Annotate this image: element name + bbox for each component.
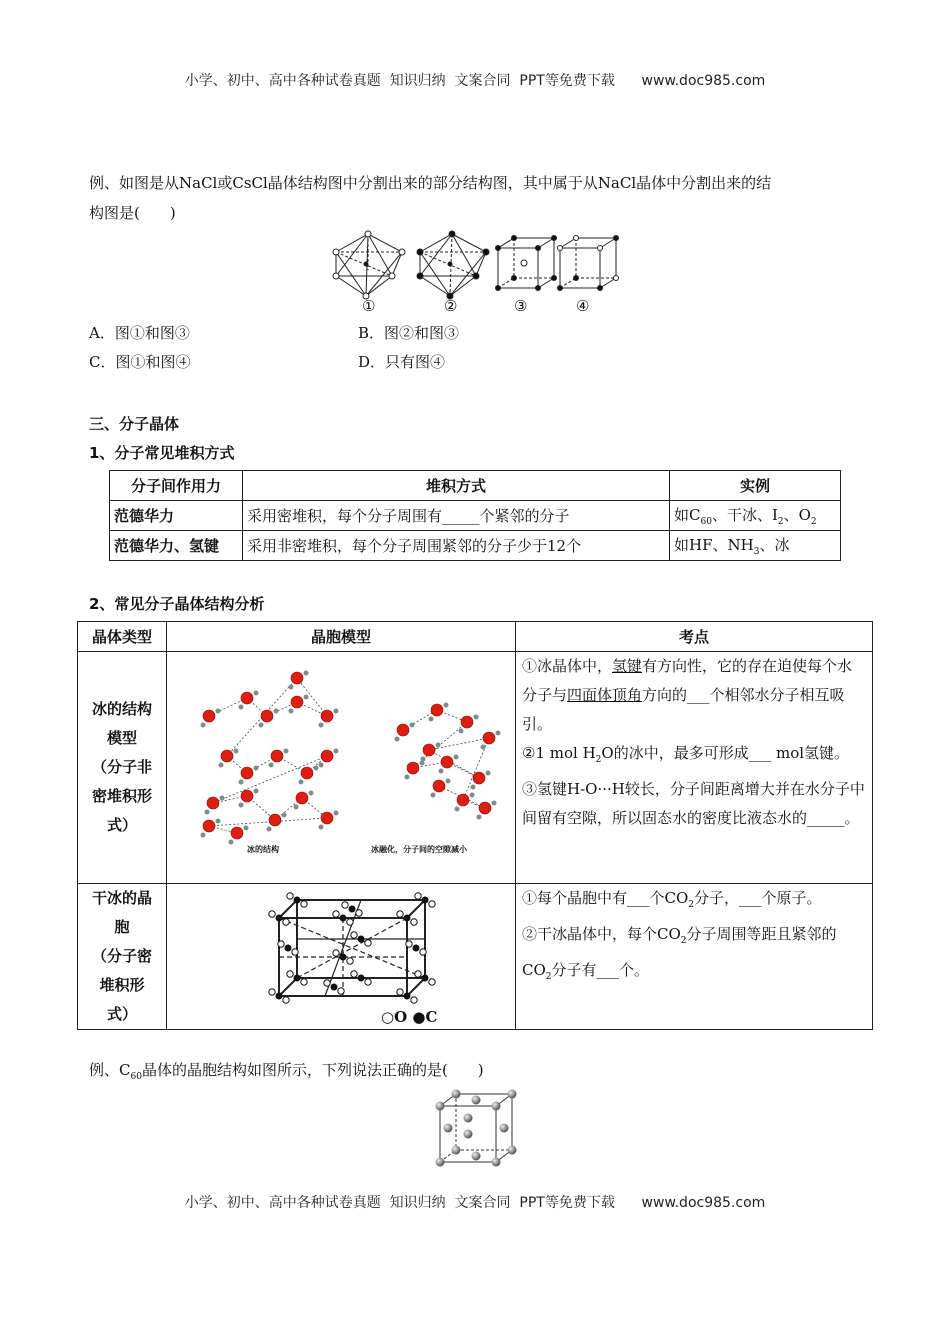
dryice-point-1: ①每个晶胞中有___个$CO_2$分子，___个原子。: [522, 889, 822, 910]
oxygen-atom: [291, 672, 303, 684]
page-header: 小学、初中、高中各种试卷真题 知识归纳 文案合同 PPT等免费下载 www.doc985.com: [184, 73, 766, 89]
th-force: 分子间作用力: [110, 471, 243, 501]
ice-point-2: ②1 mol $H_2O$的冰中，最多可形成___ mol氢键。: [522, 744, 850, 765]
c60-cell-image: [432, 1088, 522, 1170]
figure-4-cube: [558, 236, 619, 291]
row1-example: 如$C_{60}$、干冰、$I_2$、$O_2$: [670, 501, 841, 531]
oxygen-atom: [203, 820, 215, 832]
row2-force: 范德华力、氢键: [110, 531, 243, 561]
oxygen-atom: [207, 797, 219, 809]
section-title: 三、分子晶体: [89, 415, 180, 433]
question-2-stem: 例、$C_{60}$晶体的晶胞结构如图所示，下列说法正确的是( ): [89, 1061, 484, 1082]
figure-1-label: ①: [362, 297, 376, 315]
subsection-1-title: 1、分子常见堆积方式: [89, 444, 235, 462]
oxygen-atom: [261, 710, 273, 722]
table-row: [78, 652, 873, 884]
oxygen-atom: [231, 827, 243, 839]
dry-ice-legend: ○O ●C: [381, 1008, 438, 1026]
th-example: 实例: [670, 471, 841, 501]
ice-caption-right: 冰融化，分子间的空隙减小: [371, 845, 467, 854]
figure-2-octahedron: [417, 231, 489, 299]
row1-force: 范德华力: [110, 501, 243, 531]
table-row: [78, 884, 873, 1030]
table-row: [110, 531, 841, 561]
ice-point-3: ③氢键H-O···H较长，分子间距离增大并在水分子中间留有空隙，所以固态水的密度比液态水的_____。: [522, 780, 865, 827]
oxygen-atom: [241, 692, 253, 704]
dry-ice-cell-image: [167, 884, 507, 1029]
th-stacking: 堆积方式: [243, 471, 670, 501]
th-crystal-type: 晶体类型: [78, 622, 167, 652]
oxygen-atom: [431, 704, 443, 716]
figure-3-label: ③: [514, 297, 528, 315]
oxygen-atom: [473, 772, 485, 784]
page-footer: 小学、初中、高中各种试卷真题 知识归纳 文案合同 PPT等免费下载 www.doc985.com: [184, 1195, 766, 1211]
crystal-figures: [326, 230, 626, 316]
option-a: A．图①和图③: [89, 324, 190, 342]
oxygen-atom: [291, 696, 303, 708]
figure-3-cube: [496, 236, 557, 291]
oxygen-atom: [241, 767, 253, 779]
oxygen-atom: [296, 792, 308, 804]
option-c: C．图①和图④: [89, 353, 191, 371]
subsection-2-title: 2、常见分子晶体结构分析: [89, 595, 265, 613]
crystal-analysis-table: [77, 621, 873, 1030]
oxygen-atom: [479, 802, 491, 814]
stacking-table: [109, 470, 841, 561]
table-row: [110, 501, 841, 531]
oxygen-atom: [321, 750, 333, 762]
oxygen-atom: [457, 794, 469, 806]
ice-points: [516, 652, 873, 884]
ice-caption-left: 冰的结构: [247, 845, 279, 854]
oxygen-atom: [241, 790, 253, 802]
oxygen-atom: [397, 724, 409, 736]
oxygen-atom: [423, 744, 435, 756]
question-1-line1: 例、如图是从NaCl或CsCl晶体结构图中分割出来的部分结构图，其中属于从NaCl晶体中分割出来的结: [89, 174, 772, 192]
oxygen-atom: [269, 814, 281, 826]
row2-stacking: 采用非密堆积，每个分子周围紧邻的分子少于12个: [243, 531, 670, 561]
oxygen-atom: [461, 716, 473, 728]
oxygen-atom: [271, 750, 283, 762]
oxygen-atom: [301, 767, 313, 779]
oxygen-atom: [321, 710, 333, 722]
ice-type: 冰的结构 模型 （分子非 密堆积形 式）: [78, 652, 167, 884]
oxygen-atom: [203, 710, 215, 722]
oxygen-atom: [483, 732, 495, 744]
oxygen-atom: [433, 780, 445, 792]
option-d: D．只有图④: [358, 353, 446, 371]
dryice-type: 干冰的晶 胞 （分子密 堆积形 式）: [78, 884, 167, 1030]
dryice-model-cell: [167, 884, 516, 1030]
th-cell-model: 晶胞模型: [167, 622, 516, 652]
dryice-point-2: ②干冰晶体中，每个$CO_2$分子周围等距且紧邻的$CO_2$分子有___个。: [522, 925, 837, 982]
figure-2-label: ②: [444, 297, 458, 315]
th-points: 考点: [516, 622, 873, 652]
option-b: B．图②和图③: [358, 324, 460, 342]
figure-1-octahedron: [333, 231, 405, 299]
oxygen-atom: [407, 762, 419, 774]
row2-example: 如HF、$NH_3$、冰: [670, 531, 841, 561]
oxygen-atom: [321, 812, 333, 824]
question-1-stem: [89, 168, 879, 228]
oxygen-atom: [441, 756, 453, 768]
row1-stacking: 采用密堆积，每个分子周围有_____个紧邻的分子: [243, 501, 670, 531]
figure-4-label: ④: [576, 297, 590, 315]
oxygen-atom: [221, 750, 233, 762]
ice-point-1: ①冰晶体中，氢键有方向性，它的存在迫使每个水分子与四面体顶角方向的___个相邻水分子相互吸引。: [522, 657, 853, 733]
question-1-line2: 构图是( ): [89, 204, 176, 222]
dryice-points: [516, 884, 873, 1030]
ice-model-cell: [167, 652, 516, 884]
